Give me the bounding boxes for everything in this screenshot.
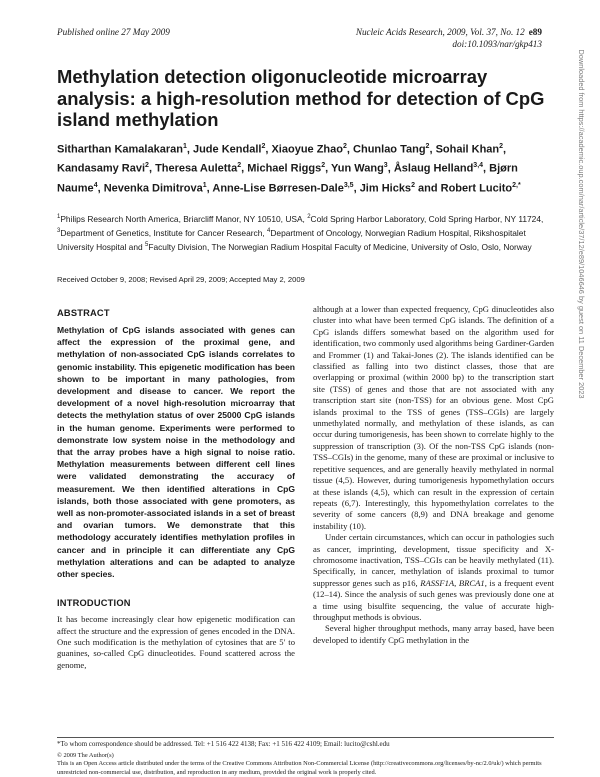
gene-brca1: BRCA1: [458, 577, 485, 588]
author-name: Jim Hicks: [359, 182, 412, 195]
published-date: Published online 27 May 2009: [57, 27, 170, 37]
body-paragraph-2: [313, 532, 554, 623]
author-affiliation-mark: 2: [237, 162, 242, 170]
author-affiliation-mark: 2: [145, 162, 149, 170]
doi-link[interactable]: doi:10.1093/nar/gkp413: [452, 38, 542, 49]
author-name: Michael Riggs: [247, 162, 322, 175]
affiliations: [57, 211, 557, 252]
affiliation-mark: 5: [144, 241, 149, 248]
copyright-line: © 2009 The Author(s): [57, 752, 114, 759]
author-affiliation-mark: 2,*: [512, 181, 521, 189]
author-affiliation-mark: 2: [411, 181, 415, 189]
author-name: Robert Lucito: [440, 182, 513, 195]
license-text: This is an Open Access article distributed under the terms of the Creative Commons Attribution Non-Commercial License (http://creativecommons.org/licenses/by-nc/2.0/uk/) which permits unrestricted non-commercial use, distribution, and reproduction in any medium, provided the original work is properly cited.: [57, 760, 542, 776]
journal-citation: [356, 27, 542, 50]
author-name: Bjørn Naume: [57, 162, 518, 195]
author-list: Sitharthan Kamalakaran$^1$, Jude Kendall$^2$, Xiaoyue Zhao$^2$, Chunlao Tang$^2$, Sohail Khan$^2$, Kandasamy Ravi$^2$, Theresa Auletta$^2$, Michael Riggs$^2$, Yun Wang$^3$, Åslaug Helland$^{3,4}$, Bjørn Naume$^4$, Nevenka Dimitrova$^1$, Anne-Lise Børresen-Dale$^{3,5}$, Jim Hicks$^2$ and Robert Lucito$^{2,*}$: [57, 143, 521, 195]
copyright-notice: [57, 752, 554, 777]
author-affiliation-mark: 3: [383, 162, 388, 170]
para2-part-b: , is a frequent event (12–14). Since the analysis of such genes was previously done one at a time using bisulfite sequencing, the value of accurate high-throughput methods is obvious.: [313, 577, 555, 622]
author-name: Xiaoyue Zhao: [271, 143, 343, 156]
author-name: Theresa Auletta: [155, 162, 238, 175]
gene-rassf1a: RASSF1A: [420, 577, 455, 588]
author-name: Sitharthan Kamalakaran: [57, 143, 183, 156]
author-name: Jude Kendall: [192, 143, 262, 156]
page-number: e89: [528, 27, 542, 37]
affiliation-text: Department of Oncology, Norwegian Radium Hospital, Rikshospitalet University Hospital and: [57, 227, 526, 252]
body-paragraph-1: although at a lower than expected frequency, CpG dinucleotides also cluster into what have been termed CpG islands. The definition of a CpG islands differs somewhat based on the algorithm used for identification, two commonly used algorithms being Gardiner-Garden and Frommer (1) and Takai-Jones (2). The islands identified can be classified as falling into two distinct classes, those that are overlapping or proximal (within 2000 bp) to the transcription start site (TSS) of genes and those that are not associated with any transcription start site (non-TSS) for an obvious gene. Most CpG islands proximal to the TSS of genes (TSS–CGIs) are largely unmethylated normally, and methylation of these islands, as can occur during tumorigenesis, has been shown to correlate highly to the suppression of transcription (3). Of the non-TSS CpG islands (non-TSS–CGIs) in the genome, many of these are proximal or inclusive to repetitive sequences, and are generally heavily methylated in normal tissue (4,5). However, during tumorigenesis hypomethylation occurs at these islands (4,5), which can result in the expression of certain repeats (6,7). Interestingly, this hypomethylation correlates to the severity of some cancers (8,9) and DNA breakage and genome instability (10).: [313, 304, 554, 531]
author-name: Åslaug Helland: [393, 162, 474, 175]
affiliation-text: Department of Genetics, Institute for Cancer Research,: [60, 227, 268, 238]
para2-part-a: Under certain circumstances, which can occur in pathologies such as cancer, imprinting, development, tissue specificity and X-chromosome inactivation, TSS–CGIs can be heavily methylated (11). Specifically, in cancer, methylation of islands proximal to tumor suppressor genes such as p16,: [313, 532, 554, 588]
affiliation-text: Cold Spring Harbor Laboratory, Cold Spring Harbor, NY 11724,: [310, 213, 544, 224]
abstract-text: Methylation of CpG islands associated with genes can affect the expression of the proximal gene, and methylation of non-associated CpG islands correlates to genomic instability. This epigenetic modification has been shown to be important in many pathologies, from development and disease to cancer. We report the development of a novel high-resolution microarray that detects the methylation status of over 25000 CpG islands in the human genome. Experiments were performed to demonstrate low system noise in the methodology and that the array probes have a high signal to noise ratio. Methylation measurements between different cell lines were validated demonstrating the accuracy of measurement. We then identified alterations in CpG islands, both those associated with gene promoters, as well as non-promoter-associated islands in a set of breast and ovarian tumors. We demonstrate that this methodology accurately identifies methylation profiles in cancer and in principle it can differentiate any CpG methylation alterations and can be adapted to analyze other species.: [57, 325, 295, 580]
right-column: [313, 304, 554, 646]
author-name: Yun Wang: [331, 162, 384, 175]
footnote-divider: [57, 737, 554, 738]
author-affiliation-mark: 3,5: [343, 181, 354, 189]
author-affiliation-mark: 2: [321, 162, 326, 170]
download-watermark: Downloaded from https://academic.oup.com/nar/article/37/12/e89/1046646 by guest on 11 December 2023: [577, 49, 586, 399]
affiliation-mark: 1: [57, 214, 61, 220]
author-affiliation-mark: 3,4: [473, 162, 484, 170]
author-name: Nevenka Dimitrova: [103, 182, 203, 195]
author-name: Kandasamy Ravi: [57, 162, 146, 175]
affiliation-mark: 4: [267, 227, 271, 234]
author-affiliation-mark: 4: [93, 181, 98, 189]
journal-name: Nucleic Acids Research, 2009, Vol. 37, No. 12: [355, 27, 525, 37]
author-affiliation-mark: 2: [343, 143, 347, 150]
received-dates: Received October 9, 2008; Revised April 29, 2009; Accepted May 2, 2009: [57, 275, 305, 284]
para2-separator: ,: [454, 577, 459, 588]
introduction-heading: INTRODUCTION: [57, 598, 131, 609]
left-column: [57, 308, 295, 671]
affiliation-text: Philips Research North America, Briarcliff Manor, NY 10510, USA,: [60, 213, 308, 224]
author-affiliation-mark: 1: [182, 143, 187, 150]
author-name: Anne-Lise Børresen-Dale: [212, 182, 344, 195]
introduction-text: It has become increasingly clear how epigenetic modification can affect the structure and the expression of genes encoded in the DNA. One such modification is the methylation of cytosines that are 5′ to guanines, so-called CpG dinucleotides. Found scattered across the genome,: [57, 614, 295, 670]
correspondence-footnote: *To whom correspondence should be addressed. Tel: +1 516 422 4138; Fax: +1 516 422 4109; Email: lucito@cshl.edu: [57, 740, 390, 748]
affiliation-mark: 2: [307, 214, 311, 220]
author-name: Sohail Khan: [435, 143, 500, 156]
author-affiliation-mark: 2: [261, 143, 266, 150]
affiliation-mark: 3: [57, 227, 61, 234]
author-affiliation-mark: 2: [499, 143, 504, 150]
author-affiliation-mark: 1: [202, 181, 207, 189]
affiliation-text: Faculty Division, The Norwegian Radium Hospital Faculty of Medicine, University of Oslo, Oslo, Norway: [148, 241, 532, 252]
article-title: Methylation detection oligonucleotide microarray analysis: a high-resolution method for detection of CpG island methylation: [57, 66, 545, 130]
abstract-heading: ABSTRACT: [57, 308, 110, 318]
body-paragraph-3: Several higher throughput methods, many array based, have been developed to identify CpG methylation in the: [313, 623, 554, 645]
author-name: Chunlao Tang: [353, 143, 426, 156]
author-affiliation-mark: 2: [425, 143, 430, 150]
